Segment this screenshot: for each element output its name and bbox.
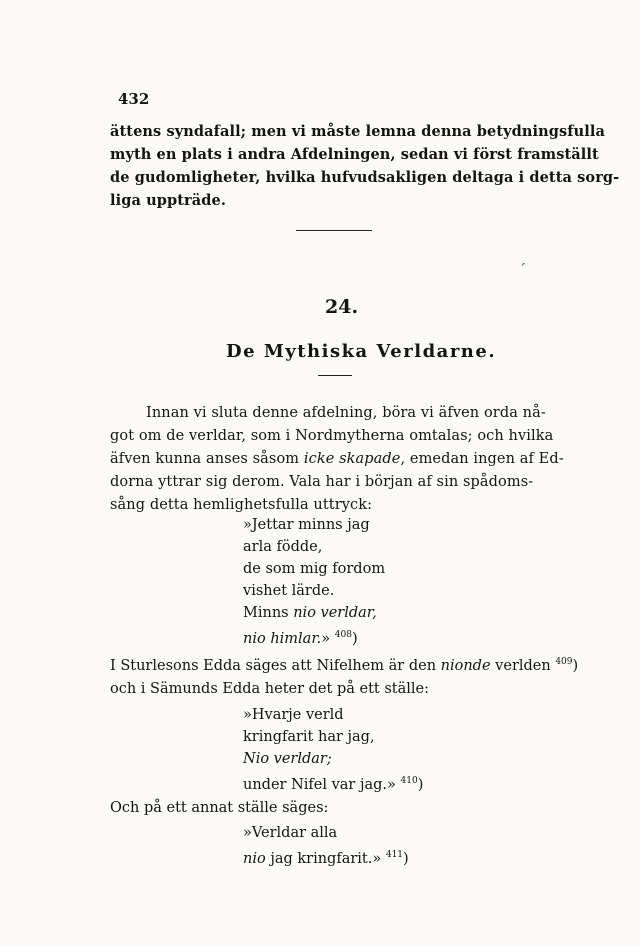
body-line: sång detta hemlighetsfulla uttryck: <box>110 497 373 513</box>
verse-line <box>243 602 385 624</box>
body-text: , emedan ingen af Ed- <box>400 451 564 467</box>
body-line: Innan vi sluta denne afdelning, böra vi äfven orda nå- <box>146 405 546 421</box>
footnote-ref: 410 <box>400 776 418 786</box>
verse-text: Minns <box>243 605 294 621</box>
emphasis-text: icke skapade <box>303 451 401 467</box>
verse-line <box>243 844 409 870</box>
verse-line: arla födde, <box>243 539 323 555</box>
body-line <box>110 448 565 471</box>
verse-line: kringfarit har jag, <box>243 729 375 745</box>
verse-line <box>243 624 385 650</box>
verse-text: ) <box>351 631 358 647</box>
body-line: got om de verldar, som i Nordmytherna omtalas; och hvilka <box>110 428 554 444</box>
verse-line: »Jettar minns jag <box>243 517 370 533</box>
intro-line: de gudomligheter, hvilka hufvudsakligen deltaga i detta sorg- <box>110 169 620 186</box>
prose-text: I Sturlesons Edda säges att Nifelhem är den <box>110 658 441 674</box>
verse-text: ) <box>417 777 424 793</box>
verse-text: under Nifel var jag.» <box>243 777 396 793</box>
verse-block <box>243 822 409 870</box>
verse-text: » <box>321 631 331 647</box>
verse-line: Nio verldar; <box>243 751 332 767</box>
verse-block <box>243 514 385 650</box>
prose-line: och i Sämunds Edda heter det på ett ställe: <box>110 681 429 697</box>
intro-line: myth en plats i andra Afdelningen, sedan vi först framställt <box>110 146 599 163</box>
prose-block <box>110 651 578 701</box>
footnote-ref: 408 <box>334 630 352 640</box>
emphasis-text: nio himlar. <box>243 631 322 647</box>
verse-line: de som mig fordom <box>243 561 386 577</box>
verse-line: »Verldar alla <box>243 825 338 841</box>
body-line: dorna yttrar sig derom. Vala har i början af sin spådoms- <box>110 474 534 490</box>
intro-paragraph <box>110 120 620 212</box>
page-number: 432 <box>118 90 150 108</box>
title-underline <box>318 375 352 376</box>
body-paragraph <box>110 402 565 517</box>
verse-block <box>243 704 423 796</box>
verse-line <box>243 770 423 796</box>
emphasis-text: nio <box>243 851 266 867</box>
intro-line: ättens syndafall; men vi måste lemna denna betydningsfulla <box>110 123 605 140</box>
verse-line: »Hvarje verld <box>243 707 344 723</box>
section-title: De Mythiska Verldarne. <box>226 341 497 362</box>
verse-text: ) <box>403 851 409 867</box>
section-number: 24. <box>325 296 359 318</box>
section-divider <box>296 230 372 231</box>
stray-mark: ˊ <box>519 262 526 278</box>
footnote-ref: 409 <box>555 657 573 667</box>
prose-block <box>110 797 328 820</box>
verse-line: vishet lärde. <box>243 583 335 599</box>
prose-line: Och på ett annat ställe säges: <box>110 800 329 816</box>
intro-line: liga uppträde. <box>110 192 226 209</box>
prose-text: ) <box>572 658 579 674</box>
emphasis-text: nio verldar, <box>293 605 377 621</box>
prose-line <box>110 651 578 678</box>
emphasis-text: nionde <box>440 658 491 674</box>
body-text: äfven kunna anses såsom <box>110 451 304 467</box>
footnote-ref: 411 <box>385 850 404 860</box>
prose-text: verlden <box>490 658 556 674</box>
verse-text: jag kringfarit.» <box>265 851 382 867</box>
